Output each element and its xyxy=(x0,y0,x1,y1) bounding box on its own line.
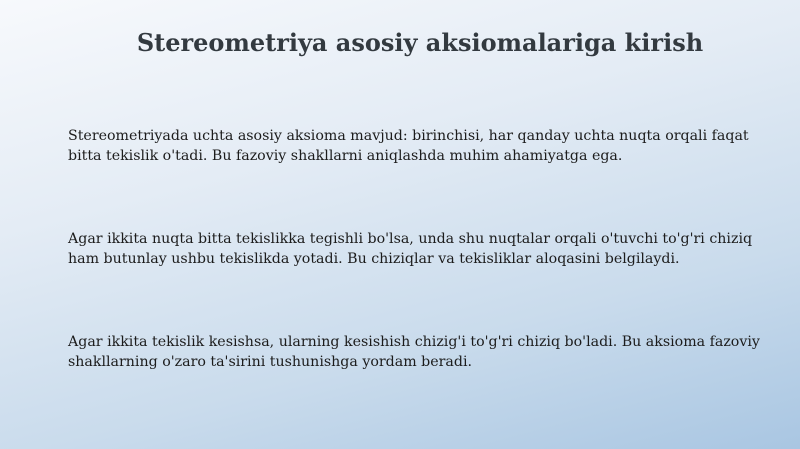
paragraph-axiom-1: Stereometriyada uchta asosiy aksioma mavjud: birinchisi, har qanday uchta nuqta orqali faqat bitta tekislik o'tadi. Bu fazoviy shakllarni aniqlashda muhim ahamiyatga ega. xyxy=(68,128,749,164)
paragraph-axiom-2: Agar ikkita nuqta bitta tekislikka tegishli bo'lsa, unda shu nuqtalar orqali o'tuvchi to'g'ri chiziq ham butunlay ushbu tekislikda yotadi. Bu chiziqlar va tekisliklar aloqasini belgilaydi. xyxy=(68,231,753,267)
paragraph-axiom-3: Agar ikkita tekislik kesishsa, ularning kesishish chizig'i to'g'ri chiziq bo'ladi. Bu aksioma fazoviy shakllarning o'zaro ta'sirini tushunishga yordam beradi. xyxy=(68,334,760,370)
slide-title: Stereometriya asosiy aksiomalariga kirish xyxy=(136,28,704,57)
